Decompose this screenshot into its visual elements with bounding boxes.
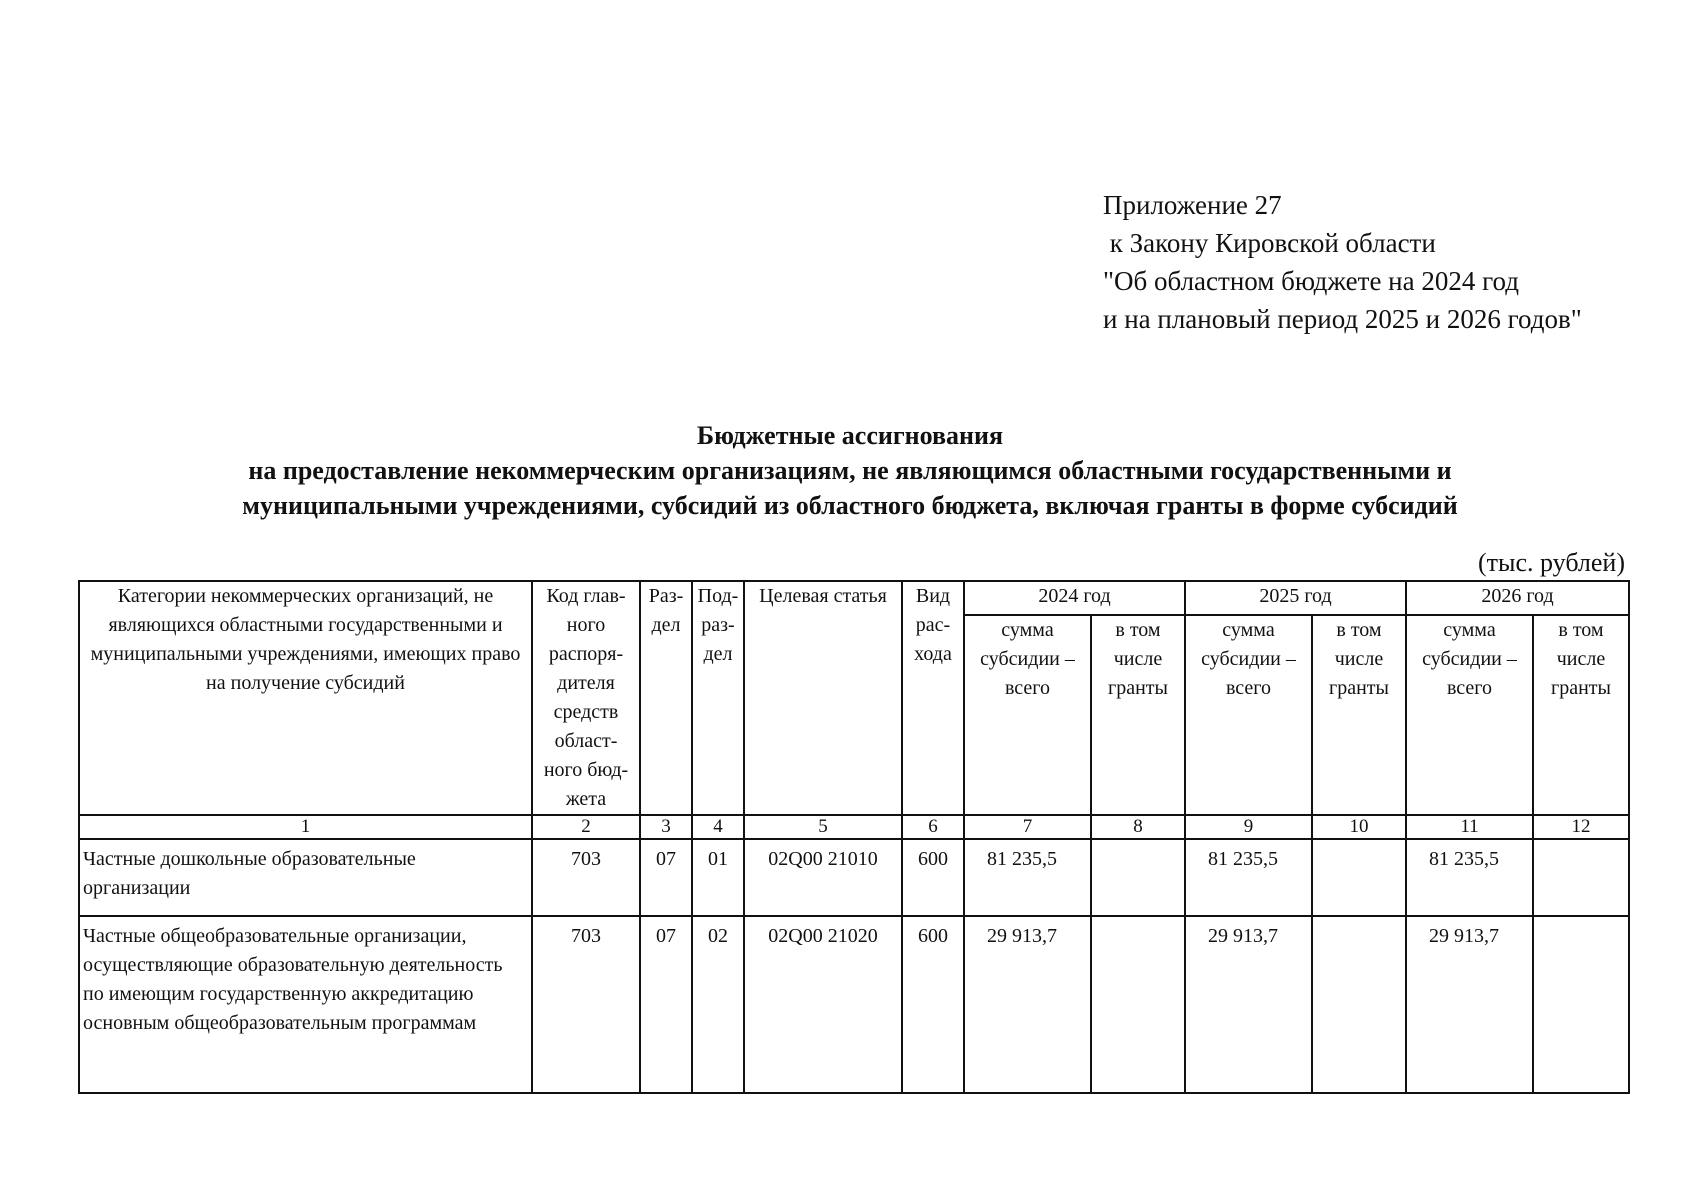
column-number: 10 bbox=[1312, 815, 1406, 839]
unit-label: (тыс. рублей) bbox=[1477, 548, 1625, 577]
header-row-1 bbox=[79, 581, 1629, 615]
header-code: Код глав-ного распоря-дителя средств област-ного бюд-жета bbox=[532, 581, 640, 815]
row-sum-2026: 29 913,7 bbox=[1406, 916, 1533, 1093]
row-target: 02Q00 21010 bbox=[744, 839, 902, 916]
row-section: 07 bbox=[640, 916, 692, 1093]
column-number: 8 bbox=[1091, 815, 1185, 839]
title-line-2: на предоставление некоммерческим организациям, не являющимся областными государственными и bbox=[248, 456, 1452, 485]
header-grants-2024: в том числе гранты bbox=[1091, 615, 1185, 815]
row-grants-2026 bbox=[1533, 839, 1629, 916]
appendix-line-3: "Об областном бюджете на 2024 год bbox=[1103, 266, 1519, 296]
table-row bbox=[79, 839, 1629, 916]
row-section: 07 bbox=[640, 839, 692, 916]
header-sum-2024: сумма субсидии – всего bbox=[964, 615, 1091, 815]
header-year-2026: 2026 год bbox=[1406, 581, 1629, 615]
row-grants-2025 bbox=[1312, 916, 1406, 1093]
header-year-2025: 2025 год bbox=[1185, 581, 1406, 615]
title-line-3: муниципальными учреждениями, субсидий из областного бюджета, включая гранты в форме субсидий bbox=[242, 491, 1458, 520]
column-number-row bbox=[79, 815, 1629, 839]
row-grants-2024 bbox=[1091, 916, 1185, 1093]
document-title bbox=[80, 418, 1620, 523]
row-code: 703 bbox=[532, 839, 640, 916]
row-category: Частные дошкольные образовательные организации bbox=[79, 839, 532, 916]
header-subsection: Под-раз-дел bbox=[692, 581, 744, 815]
row-sum-2025: 29 913,7 bbox=[1185, 916, 1312, 1093]
appendix-line-1: Приложение 27 bbox=[1103, 190, 1282, 220]
appendix-line-2: к Закону Кировской области bbox=[1103, 228, 1436, 258]
appendix-block bbox=[1103, 186, 1582, 338]
header-target: Целевая статья bbox=[744, 581, 902, 815]
header-category: Категории некоммерческих организаций, не являющихся областными государственными и муниципальными учреждениями, имеющих право на получение субсидий bbox=[79, 581, 532, 815]
row-subsection: 01 bbox=[692, 839, 744, 916]
header-grants-2026: в том числе гранты bbox=[1533, 615, 1629, 815]
row-sum-2024: 29 913,7 bbox=[964, 916, 1091, 1093]
column-number: 12 bbox=[1533, 815, 1629, 839]
column-number: 6 bbox=[902, 815, 964, 839]
table-row bbox=[79, 916, 1629, 1093]
column-number: 9 bbox=[1185, 815, 1312, 839]
row-grants-2025 bbox=[1312, 839, 1406, 916]
row-sum-2026: 81 235,5 bbox=[1406, 839, 1533, 916]
row-code: 703 bbox=[532, 916, 640, 1093]
title-line-1: Бюджетные ассигнования bbox=[696, 421, 1004, 450]
appendix-line-4: и на плановый период 2025 и 2026 годов" bbox=[1103, 304, 1582, 334]
row-expense-type: 600 bbox=[902, 839, 964, 916]
header-expense-type: Вид рас-хода bbox=[902, 581, 964, 815]
header-grants-2025: в том числе гранты bbox=[1312, 615, 1406, 815]
column-number: 4 bbox=[692, 815, 744, 839]
column-number: 11 bbox=[1406, 815, 1533, 839]
row-grants-2026 bbox=[1533, 916, 1629, 1093]
row-expense-type: 600 bbox=[902, 916, 964, 1093]
header-year-2024: 2024 год bbox=[964, 581, 1185, 615]
column-number: 2 bbox=[532, 815, 640, 839]
column-number: 1 bbox=[79, 815, 532, 839]
budget-table bbox=[78, 580, 1630, 1094]
column-number: 3 bbox=[640, 815, 692, 839]
header-sum-2025: сумма субсидии – всего bbox=[1185, 615, 1312, 815]
row-category: Частные общеобразовательные организации, осуществляющие образовательную деятельность по имеющим государственную аккредитацию основным общеобразовательным программам bbox=[79, 916, 532, 1093]
row-sum-2024: 81 235,5 bbox=[964, 839, 1091, 916]
row-subsection: 02 bbox=[692, 916, 744, 1093]
column-number: 7 bbox=[964, 815, 1091, 839]
row-grants-2024 bbox=[1091, 839, 1185, 916]
row-sum-2025: 81 235,5 bbox=[1185, 839, 1312, 916]
header-section: Раз-дел bbox=[640, 581, 692, 815]
row-target: 02Q00 21020 bbox=[744, 916, 902, 1093]
column-number: 5 bbox=[744, 815, 902, 839]
header-sum-2026: сумма субсидии – всего bbox=[1406, 615, 1533, 815]
